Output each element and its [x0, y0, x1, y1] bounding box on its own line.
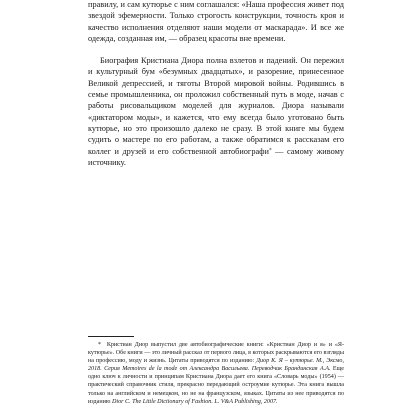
intro-line-3: кроя и качество исполнения отделяют наши модели от маскарада».	[88, 11, 344, 32]
footnote-citation-2: Dior C. The Little Dictionary of Fashion. L. V&A Publishing, 2007.	[111, 398, 278, 405]
paragraph-gap	[88, 44, 344, 55]
biography-paragraph	[88, 55, 344, 168]
intro-line-4: И все же одежда, созданная им, — образец красоты вне времени.	[88, 22, 345, 43]
footnote-text-1: Кристиан Диор выпустил две автобиографические книги: «Кристиан Диор и я» и «Я-кутюрье». Обе книги — это личный рассказ от первого лица, в которых раскрываются его взгляды на профессию, моду и жизнь. Цитаты приводятся по изданию:	[88, 342, 345, 365]
footnote-text-2: Еще одно ключ к личности и принципам Кристиана Диора дает его книга «Словарь моды» (1954) — практический справочник стиля, прекрасно передающий остроумие кутюрье. Эта книга вышла только на английском и немецком, но не на французском, языках. Цитаты из нее приводятся по изданию	[88, 366, 344, 405]
footnote-reference: *	[269, 147, 272, 154]
main-text	[88, 0, 344, 168]
biography-text-end: — самому живому источнику.	[88, 146, 344, 167]
footnote-mark: *	[98, 342, 102, 348]
footnote-divider	[88, 336, 134, 337]
footnote	[88, 341, 344, 406]
biography-text: Биография Кристиана Диора полна взлетов и падений. Он пережил и культурный бум «безумных двадцатых», и разорение, принесенное Великой депрессией, и тяготы Второй мировой войны. Родившись в семье промышленника, он проложил собственный путь в моде, начав с работы рисовальщиком моделей для журналов. Диора называли «диктатором моды», и кажется, что ему всегда было уготовано быть кутюрье, но это произошло далеко не сразу. В этой книге мы будем судить о мастере по его работам, а также обратимся к рассказам его коллег и друзей и его собственной автобиографи	[88, 56, 344, 156]
intro-line-1: правилу, и сам кутюрье с ним соглашался: «Наша профессия живет	[88, 0, 330, 9]
intro-paragraph	[88, 0, 344, 44]
footnote-citation-1: Диор К. Я – кутюрье. М., Эксмо, 2018. Серия Memoires de la mode от Александра Васильева. Переводчик Брандинская А.А.	[88, 358, 344, 373]
intro-line-2: под звездой эфемерности. Только строгость конструкции, точность	[88, 0, 344, 21]
